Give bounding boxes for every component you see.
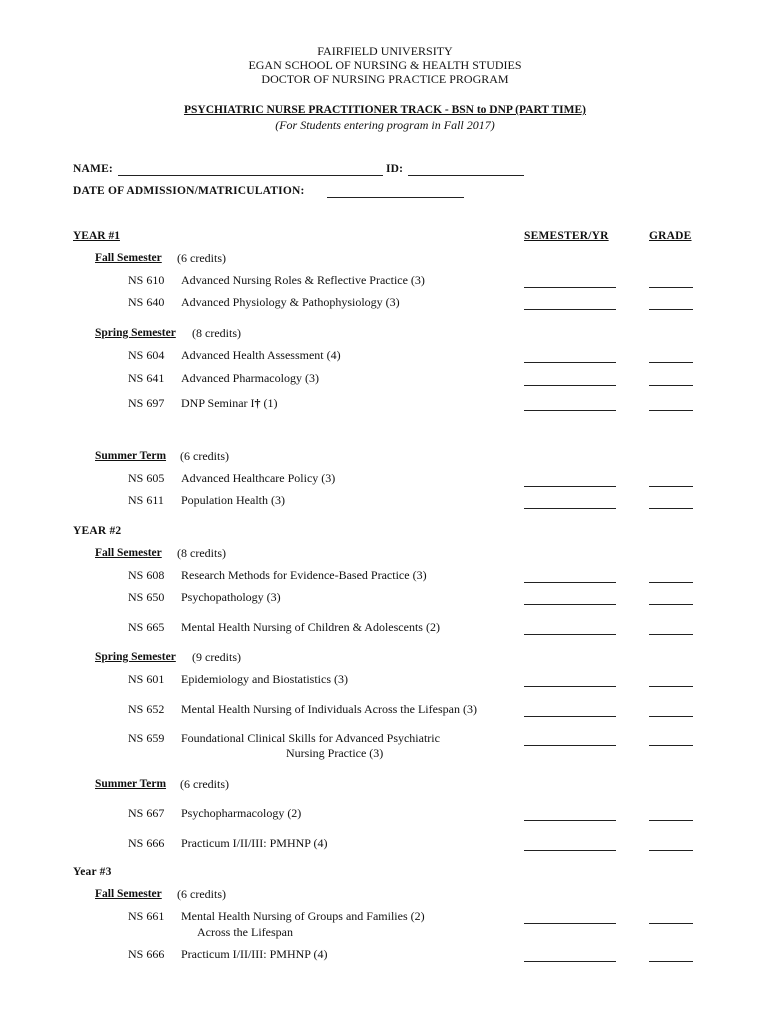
course-title: Psychopharmacology (2) — [181, 806, 302, 820]
grade-blank[interactable] — [649, 508, 693, 509]
semester-blank[interactable] — [524, 410, 616, 411]
course-title-continued: Across the Lifespan — [197, 925, 293, 939]
term-credits: (8 credits) — [177, 546, 226, 560]
grade-blank[interactable] — [649, 634, 693, 635]
course-credits: (1) — [260, 396, 278, 410]
course-title: Research Methods for Evidence-Based Practice (3) — [181, 568, 427, 582]
semester-blank[interactable] — [524, 745, 616, 746]
semester-blank[interactable] — [524, 385, 616, 386]
grade-blank[interactable] — [649, 582, 693, 583]
year-heading: YEAR #2 — [73, 525, 122, 537]
course-code: NS 610 — [128, 273, 165, 287]
course-code: NS 652 — [128, 702, 165, 716]
term-credits: (6 credits) — [177, 887, 226, 901]
term-heading: Fall Semester — [95, 888, 162, 900]
grade-blank[interactable] — [649, 362, 693, 363]
course-title-continued: Nursing Practice (3) — [286, 746, 384, 760]
course-title: Practicum I/II/III: PMHNP (4) — [181, 836, 328, 850]
name-field[interactable] — [118, 175, 383, 176]
semester-blank[interactable] — [524, 604, 616, 605]
term-heading: Summer Term — [95, 778, 167, 790]
term-credits: (6 credits) — [177, 251, 226, 265]
term-credits: (8 credits) — [192, 326, 241, 340]
semester-blank[interactable] — [524, 634, 616, 635]
semester-blank[interactable] — [524, 309, 616, 310]
course-code: NS 650 — [128, 590, 165, 604]
grade-blank[interactable] — [649, 309, 693, 310]
course-title: Advanced Health Assessment (4) — [181, 348, 341, 362]
grade-blank[interactable] — [649, 923, 693, 924]
grade-blank[interactable] — [649, 850, 693, 851]
course-code: NS 661 — [128, 909, 165, 923]
course-title-wrap — [181, 396, 278, 411]
admission-date-label: DATE OF ADMISSION/MATRICULATION: — [73, 185, 305, 197]
course-title: Advanced Pharmacology (3) — [181, 371, 319, 385]
course-code: NS 659 — [128, 731, 165, 745]
term-heading: Spring Semester — [95, 651, 176, 663]
course-title: Epidemiology and Biostatistics (3) — [181, 672, 348, 686]
semester-blank[interactable] — [524, 923, 616, 924]
course-code: NS 697 — [128, 396, 165, 410]
grade-blank[interactable] — [649, 686, 693, 687]
course-title: Advanced Nursing Roles & Reflective Practice (3) — [181, 273, 425, 287]
course-code: NS 601 — [128, 672, 165, 686]
course-title: Practicum I/II/III: PMHNP (4) — [181, 947, 328, 961]
track-title: PSYCHIATRIC NURSE PRACTITIONER TRACK - BSN to DNP (PART TIME) — [183, 104, 587, 116]
grade-blank[interactable] — [649, 745, 693, 746]
semester-blank[interactable] — [524, 820, 616, 821]
name-label: NAME: — [73, 163, 113, 175]
term-credits: (6 credits) — [180, 449, 229, 463]
id-label: ID: — [386, 163, 404, 175]
term-heading: Spring Semester — [95, 327, 176, 339]
course-title: Foundational Clinical Skills for Advanced Psychiatric — [181, 731, 440, 745]
semester-blank[interactable] — [524, 582, 616, 583]
course-title: Psychopathology (3) — [181, 590, 281, 604]
grade-blank[interactable] — [649, 961, 693, 962]
term-heading: Fall Semester — [95, 547, 162, 559]
course-title: Advanced Physiology & Pathophysiology (3) — [181, 295, 400, 309]
course-code: NS 665 — [128, 620, 165, 634]
grade-blank[interactable] — [649, 604, 693, 605]
term-credits: (6 credits) — [180, 777, 229, 791]
track-subtitle: (For Students entering program in Fall 2017) — [275, 118, 495, 132]
grade-column-header: GRADE — [649, 230, 692, 242]
semester-blank[interactable] — [524, 287, 616, 288]
course-title: Mental Health Nursing of Groups and Families (2) — [181, 909, 425, 923]
course-title: DNP Seminar I — [181, 396, 255, 410]
year-heading: Year #3 — [73, 866, 112, 878]
semester-blank[interactable] — [524, 362, 616, 363]
dagger-symbol: † — [254, 396, 261, 410]
semester-blank[interactable] — [524, 486, 616, 487]
course-title: Advanced Healthcare Policy (3) — [181, 471, 336, 485]
course-code: NS 611 — [128, 493, 164, 507]
program-name: DOCTOR OF NURSING PRACTICE PROGRAM — [261, 72, 509, 86]
university-name: FAIRFIELD UNIVERSITY — [317, 44, 453, 58]
course-code: NS 666 — [128, 836, 165, 850]
course-title: Mental Health Nursing of Children & Adolescents (2) — [181, 620, 440, 634]
course-code: NS 604 — [128, 348, 165, 362]
year-heading: YEAR #1 — [73, 230, 120, 242]
course-code: NS 605 — [128, 471, 165, 485]
term-heading: Fall Semester — [95, 252, 162, 264]
term-heading: Summer Term — [95, 450, 167, 462]
semester-blank[interactable] — [524, 716, 616, 717]
course-code: NS 608 — [128, 568, 165, 582]
course-code: NS 666 — [128, 947, 165, 961]
course-title: Population Health (3) — [181, 493, 285, 507]
grade-blank[interactable] — [649, 716, 693, 717]
admission-date-field[interactable] — [327, 197, 464, 198]
grade-blank[interactable] — [649, 410, 693, 411]
term-credits: (9 credits) — [192, 650, 241, 664]
grade-blank[interactable] — [649, 486, 693, 487]
school-name: EGAN SCHOOL OF NURSING & HEALTH STUDIES — [248, 58, 522, 72]
course-code: NS 667 — [128, 806, 165, 820]
semester-blank[interactable] — [524, 850, 616, 851]
semester-blank[interactable] — [524, 961, 616, 962]
grade-blank[interactable] — [649, 385, 693, 386]
course-code: NS 641 — [128, 371, 165, 385]
id-field[interactable] — [408, 175, 524, 176]
semester-blank[interactable] — [524, 508, 616, 509]
semester-column-header: SEMESTER/YR — [524, 230, 609, 242]
semester-blank[interactable] — [524, 686, 616, 687]
course-title: Mental Health Nursing of Individuals Across the Lifespan (3) — [181, 702, 477, 716]
grade-blank[interactable] — [649, 287, 693, 288]
grade-blank[interactable] — [649, 820, 693, 821]
course-code: NS 640 — [128, 295, 165, 309]
